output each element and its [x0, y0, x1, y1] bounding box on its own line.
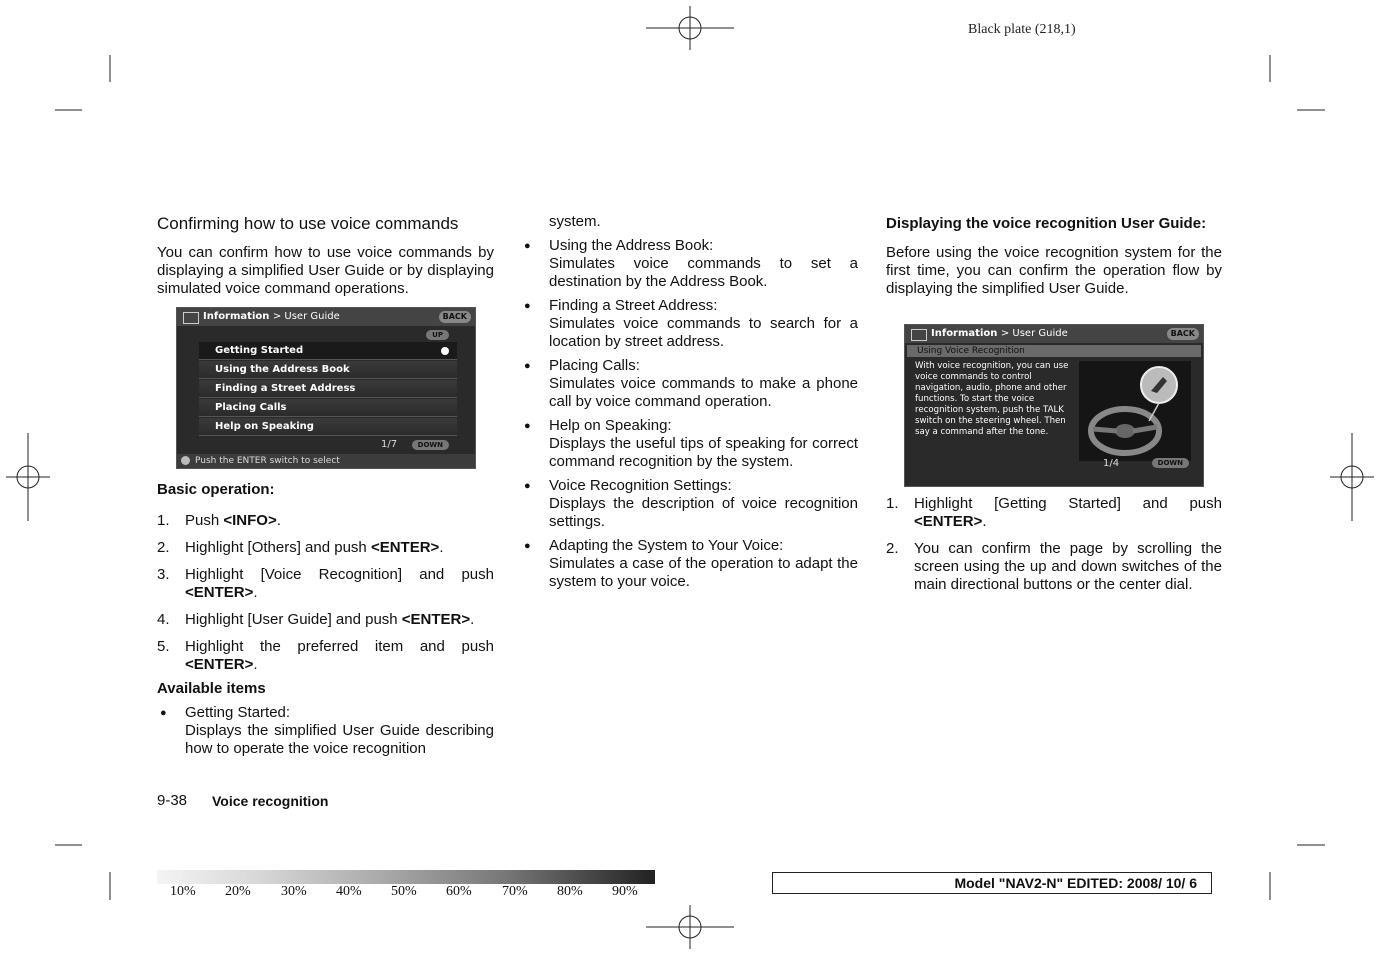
screen-footer — [177, 454, 475, 468]
steering-wheel-illustration — [1079, 361, 1191, 461]
guide-text: With voice recognition, you can use voice commands to control navigation, audio, phone and other functions. To start the voice recognition system, push the TALK switch on the steering wheel. Then say a command after the tone. — [915, 361, 1069, 437]
header-crumb-user-guide: > User Guide — [1000, 328, 1068, 339]
step-suffix: . — [439, 539, 444, 556]
step-item — [157, 566, 494, 602]
ramp-label: 70% — [502, 884, 528, 899]
basic-steps — [157, 512, 494, 674]
tone-ramp — [157, 870, 655, 884]
bullet-title: Help on Speaking: — [549, 417, 672, 434]
bullet-item — [521, 537, 858, 591]
menu-item-help-on-speaking[interactable] — [199, 418, 457, 436]
menu-item-label: Getting Started — [215, 345, 304, 356]
page-indicator: 1/7 — [381, 439, 398, 450]
step-number: 2. — [886, 540, 899, 557]
step-suffix: . — [253, 584, 258, 601]
page-title-band: Using Voice Recognition — [907, 345, 1201, 357]
step-suffix: . — [253, 656, 258, 673]
back-button[interactable]: BACK — [1167, 328, 1199, 340]
menu-item-label: Help on Speaking — [215, 421, 314, 432]
info-icon — [911, 329, 927, 341]
step-item — [886, 495, 1222, 531]
left-column-lower — [157, 481, 494, 764]
bullet-title: Adapting the System to Your Voice: — [549, 537, 784, 554]
menu-item-label: Placing Calls — [215, 402, 287, 413]
bullet-title: Placing Calls: — [549, 357, 640, 374]
voice-recognition-guide-screen — [904, 324, 1204, 487]
step-text: Highlight [Others] and push — [185, 539, 371, 556]
back-button[interactable]: BACK — [439, 311, 471, 323]
available-items-heading: Available items — [157, 680, 266, 697]
menu-item-getting-started[interactable] — [199, 342, 457, 360]
ramp-label: 60% — [446, 884, 472, 899]
page-indicator: 1/4 — [1103, 458, 1120, 469]
steering-wheel-icon — [1079, 361, 1191, 461]
down-button[interactable]: DOWN — [412, 440, 449, 450]
step-text: Highlight the preferred item and push — [185, 638, 494, 655]
selected-dot-icon — [441, 347, 449, 355]
bullet-desc: Displays the description of voice recognition settings. — [549, 495, 858, 530]
step-number: 4. — [157, 611, 170, 628]
bullet-item — [521, 297, 858, 351]
header-crumb-information: Information — [931, 328, 998, 339]
chapter-title: Voice recognition — [212, 793, 329, 809]
available-items-list-cont — [521, 237, 858, 591]
ramp-label: 10% — [170, 884, 196, 899]
step-number: 1. — [886, 495, 899, 512]
step-key: <INFO> — [223, 512, 277, 529]
bullet-desc: Simulates voice commands to set a destination by the Address Book. — [549, 255, 858, 290]
screen-header — [905, 325, 1203, 343]
continued-text: system. — [549, 213, 601, 230]
step-suffix: . — [276, 512, 281, 529]
bullet-desc: Simulates a case of the operation to adapt the system to your voice. — [549, 555, 858, 590]
step-number: 2. — [157, 539, 170, 556]
available-items-list — [157, 704, 494, 758]
footer-hint: Push the ENTER switch to select — [195, 456, 340, 466]
user-guide-menu-screen — [176, 307, 476, 469]
header-crumb-information: Information — [203, 311, 270, 322]
tone-ramp-labels — [157, 884, 655, 902]
step-suffix: . — [982, 513, 987, 530]
bullet-title: Using the Address Book: — [549, 237, 714, 254]
bullet-item — [521, 357, 858, 411]
header-crumb-user-guide: > User Guide — [272, 311, 340, 322]
step-number: 5. — [157, 638, 170, 655]
bullet-item — [521, 417, 858, 471]
ramp-label: 50% — [391, 884, 417, 899]
step-text: Push — [185, 512, 224, 529]
menu-item-address-book[interactable] — [199, 361, 457, 379]
bullet-desc: Displays the useful tips of speaking for correct command recognition by the system. — [549, 435, 858, 470]
bullet-title: Getting Started: — [185, 704, 291, 721]
menu-item-label: Finding a Street Address — [215, 383, 356, 394]
intro-paragraph: You can confirm how to use voice commands by displaying a simplified User Guide or by displaying simulated voice command operations. — [157, 244, 494, 297]
ramp-label: 80% — [557, 884, 583, 899]
right-steps-block — [886, 495, 1222, 594]
bullet-item — [157, 704, 494, 758]
step-text: Highlight [Voice Recognition] and push — [185, 566, 494, 583]
step-key: <ENTER> — [914, 513, 983, 530]
menu-item-label: Using the Address Book — [215, 364, 350, 375]
basic-operation-heading: Basic operation: — [157, 481, 275, 498]
info-circle-icon — [181, 456, 190, 465]
menu-item-placing-calls[interactable] — [199, 399, 457, 417]
bullet-title: Voice Recognition Settings: — [549, 477, 732, 494]
info-icon — [183, 312, 199, 324]
step-text: You can confirm the page by scrolling the screen using the up and down switches of the main directional buttons or the center dial. — [914, 540, 1222, 593]
step-item — [157, 638, 494, 674]
step-suffix: . — [470, 611, 475, 628]
up-button[interactable]: UP — [426, 330, 449, 340]
model-edited-line: Model "NAV2-N" EDITED: 2008/ 10/ 6 — [772, 872, 1212, 894]
step-item — [157, 539, 494, 557]
step-item — [886, 540, 1222, 594]
page-number: 9-38 — [157, 792, 188, 809]
screen-header — [177, 308, 475, 326]
step-key: <ENTER> — [185, 584, 254, 601]
right-steps — [886, 495, 1222, 594]
bullet-desc: Simulates voice commands to make a phone call by voice command operation. — [549, 375, 858, 410]
step-text: Highlight [User Guide] and push — [185, 611, 402, 628]
bullet-item — [521, 477, 858, 531]
right-intro: Before using the voice recognition system for the first time, you can confirm the operation flow by displaying the simplified User Guide. — [886, 244, 1222, 297]
step-item — [157, 611, 494, 629]
left-column — [157, 214, 494, 298]
down-button[interactable]: DOWN — [1152, 458, 1189, 468]
bullet-desc: Simulates voice commands to search for a location by street address. — [549, 315, 858, 350]
step-number: 1. — [157, 512, 170, 529]
bullet-desc: Displays the simplified User Guide describing how to operate the voice recognition — [185, 722, 494, 757]
bullet-title: Finding a Street Address: — [549, 297, 718, 314]
ramp-label: 30% — [281, 884, 307, 899]
step-key: <ENTER> — [185, 656, 254, 673]
ramp-label: 90% — [612, 884, 638, 899]
ramp-label: 20% — [225, 884, 251, 899]
step-key: <ENTER> — [370, 539, 440, 556]
plate-label: Black plate (218,1) — [968, 22, 1076, 37]
menu-item-street-address[interactable] — [199, 380, 457, 398]
ramp-label: 40% — [336, 884, 362, 899]
step-key: <ENTER> — [401, 611, 471, 628]
middle-column — [521, 213, 858, 597]
bullet-item — [521, 237, 858, 291]
right-heading: Displaying the voice recognition User Guide: — [886, 215, 1207, 232]
step-item — [157, 512, 494, 530]
step-text: Highlight [Getting Started] and push — [914, 495, 1222, 512]
section-heading: Confirming how to use voice commands — [157, 214, 459, 233]
right-column — [886, 215, 1222, 298]
step-number: 3. — [157, 566, 170, 583]
